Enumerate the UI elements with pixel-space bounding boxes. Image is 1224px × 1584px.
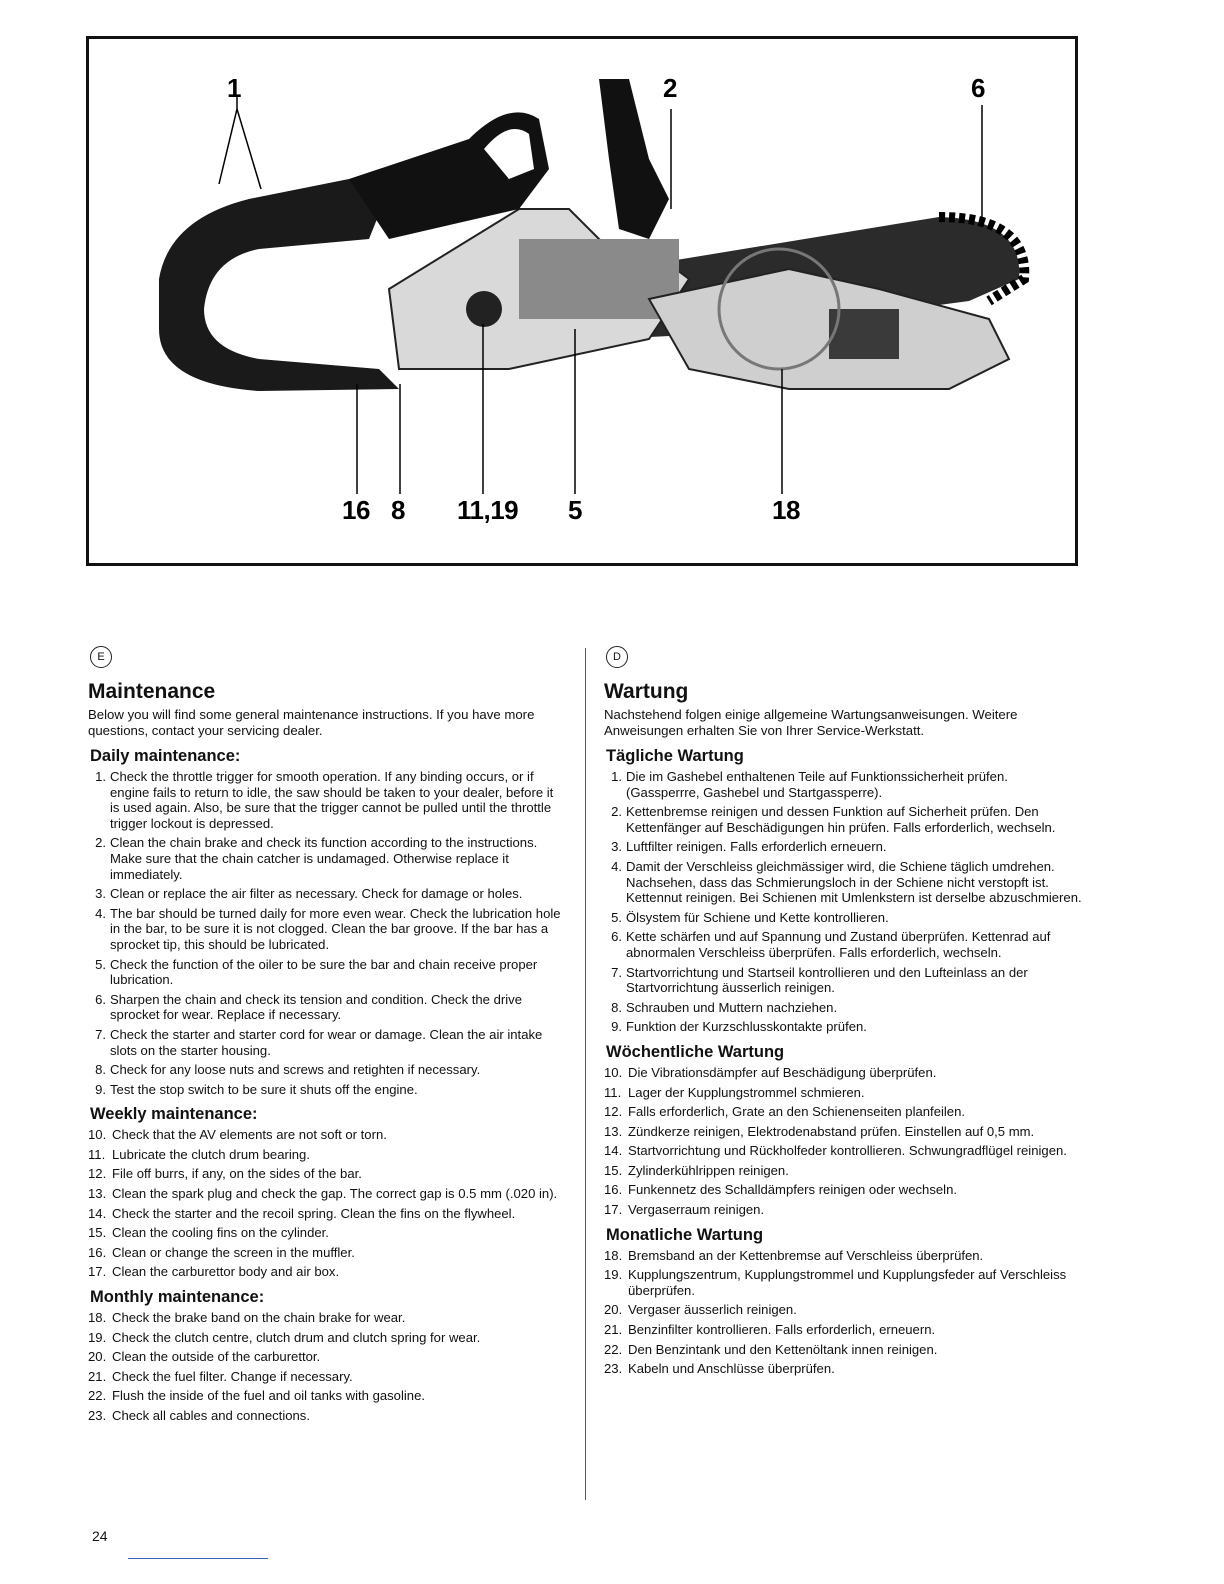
list-item: 12. Falls erforderlich, Grate an den Schienenseiten planfeilen. bbox=[604, 1104, 965, 1120]
list-item: 8. Schrauben und Muttern nachziehen. bbox=[611, 999, 838, 1015]
footer-rule bbox=[128, 1558, 268, 1559]
list-item: 5. Check the function of the oiler to be sure the bar and chain receive proper lubrication. bbox=[95, 956, 538, 988]
wartung-title: Wartung bbox=[604, 680, 689, 703]
taegliche-list bbox=[604, 769, 1084, 1035]
list-item: 15. Zylinderkühlrippen reinigen. bbox=[604, 1162, 789, 1178]
list-item: 22. Den Benzintank und den Kettenöltank innen reinigen. bbox=[604, 1341, 938, 1357]
monatliche-list bbox=[604, 1248, 1084, 1377]
maintenance-title: Maintenance bbox=[88, 680, 216, 703]
list-item: 7. Startvorrichtung und Startseil kontrollieren und den Lufteinlass an der Startvorrichtung äusserlich reinigen. bbox=[611, 964, 1028, 996]
list-item: 21. Benzinfilter kontrollieren. Falls erforderlich, erneuern. bbox=[604, 1322, 936, 1338]
list-item: 10. Die Vibrationsdämpfer auf Beschädigung überprüfen. bbox=[604, 1064, 937, 1080]
chainsaw-illustration bbox=[89, 39, 1075, 563]
callout-16: 16 bbox=[342, 495, 370, 525]
list-item: 3. Luftfilter reinigen. Falls erforderlich erneuern. bbox=[611, 839, 887, 855]
list-item: 8. Check for any loose nuts and screws and retighten if necessary. bbox=[95, 1062, 481, 1078]
list-item: 13. Clean the spark plug and check the gap. The correct gap is 0.5 mm (.020 in). bbox=[88, 1186, 558, 1202]
list-item: 20. Vergaser äusserlich reinigen. bbox=[604, 1302, 797, 1318]
monatliche-heading: Monatliche Wartung bbox=[606, 1225, 764, 1244]
taegliche-heading: Tägliche Wartung bbox=[606, 747, 744, 765]
column-divider bbox=[585, 648, 586, 1500]
list-item: 23. Kabeln und Anschlüsse überprüfen. bbox=[604, 1361, 835, 1377]
wartung-intro: Nachstehend folgen einige allgemeine Wartungsanweisungen. Weitere Anweisungen erhalten Sie von Ihrer Service-Werkstatt. bbox=[604, 707, 1018, 738]
maintenance-intro: Below you will find some general maintenance instructions. If you have more questions, contact your servicing dealer. bbox=[88, 707, 535, 738]
weekly-list bbox=[88, 1127, 564, 1280]
list-item: 15. Clean the cooling fins on the cylinder. bbox=[88, 1225, 329, 1241]
list-item: 11. Lager der Kupplungstrommel schmieren. bbox=[604, 1084, 865, 1100]
list-item: 5. Ölsystem für Schiene und Kette kontrollieren. bbox=[611, 909, 889, 925]
callout-5: 5 bbox=[568, 495, 582, 525]
page-number: 24 bbox=[92, 1528, 108, 1544]
list-item: 4. The bar should be turned daily for more even wear. Check the lubrication hole in the bar, to be sure it is not clogged. Clean the bar groove. If the bar has a sprocket tip, this should be lubricated. bbox=[95, 905, 561, 952]
list-item: 14. Check the starter and the recoil spring. Clean the fins on the flywheel. bbox=[88, 1205, 516, 1221]
woechentliche-heading: Wöchentliche Wartung bbox=[606, 1042, 785, 1061]
list-item: 1. Check the throttle trigger for smooth operation. If any binding occurs, or if engine fails to return to idle, the saw should be taken to your dealer, before it is used again. Also, be sure that the trigger cannot be pulled until the throttle trigger lockout is depressed. bbox=[95, 769, 554, 831]
list-item: 12. File off burrs, if any, on the sides of the bar. bbox=[88, 1166, 362, 1182]
callout-2: 2 bbox=[663, 73, 677, 103]
german-column bbox=[604, 646, 1084, 1381]
list-item: 14. Startvorrichtung und Rückholfeder kontrollieren. Schwungradflügel reinigen. bbox=[604, 1143, 1067, 1159]
list-item: 10. Check that the AV elements are not soft or torn. bbox=[88, 1127, 387, 1143]
callout-1: 1 bbox=[227, 73, 241, 103]
list-item: 17. Vergaserraum reinigen. bbox=[604, 1202, 765, 1218]
list-item: 18. Check the brake band on the chain brake for wear. bbox=[88, 1310, 406, 1326]
language-badge-e: E bbox=[90, 646, 112, 668]
daily-heading: Daily maintenance: bbox=[90, 747, 241, 765]
callout-11-19: 11,19 bbox=[457, 495, 519, 525]
callout-18: 18 bbox=[772, 495, 800, 525]
list-item: 16. Clean or change the screen in the muffler. bbox=[88, 1244, 355, 1260]
list-item: 22. Flush the inside of the fuel and oil tanks with gasoline. bbox=[88, 1388, 425, 1404]
list-item: 19. Check the clutch centre, clutch drum and clutch spring for wear. bbox=[88, 1329, 481, 1345]
weekly-heading: Weekly maintenance: bbox=[90, 1105, 258, 1124]
list-item: 21. Check the fuel filter. Change if necessary. bbox=[88, 1368, 353, 1384]
list-item: 11. Lubricate the clutch drum bearing. bbox=[88, 1146, 310, 1162]
monthly-list bbox=[88, 1310, 564, 1424]
woechentliche-list bbox=[604, 1065, 1084, 1218]
list-item: 2. Kettenbremse reinigen und dessen Funktion auf Sicherheit prüfen. Den Kettenfänger auf Beschädigungen hin prüfen. Falls erforderlich, wechseln. bbox=[611, 804, 1056, 835]
callout-6: 6 bbox=[971, 73, 985, 103]
list-item: 20. Clean the outside of the carburettor. bbox=[88, 1349, 321, 1365]
list-item: 17. Clean the carburettor body and air box. bbox=[88, 1264, 340, 1280]
list-item: 16. Funkennetz des Schalldämpfers reinigen oder wechseln. bbox=[604, 1182, 957, 1198]
list-item: 18. Bremsband an der Kettenbremse auf Verschleiss überprüfen. bbox=[604, 1247, 984, 1263]
english-column bbox=[88, 646, 564, 1428]
daily-list bbox=[88, 769, 564, 1097]
list-item: 9. Funktion der Kurzschlusskontakte prüfen. bbox=[611, 1019, 867, 1035]
list-item: 6. Kette schärfen und auf Spannung und Zustand überprüfen. Kettenrad auf abnormalen Verschleiss überprüfen. Falls erforderlich, wechseln. bbox=[611, 929, 1051, 960]
monthly-heading: Monthly maintenance: bbox=[90, 1288, 265, 1307]
list-item: 4. Damit der Verschleiss gleichmässiger wird, die Schiene täglich umdrehen. Nachsehen, dass das Schmierungsloch in der Schiene nicht verstopft ist. Kettennut reinigen. Bei Schienen mit Umlenkstern ist derselbe abzuschmieren. bbox=[611, 858, 1082, 906]
list-item: 19. Kupplungszentrum, Kupplungstrommel und Kupplungsfeder auf Verschleiss überprüfen. bbox=[604, 1267, 1067, 1298]
list-item: 3. Clean or replace the air filter as necessary. Check for damage or holes. bbox=[95, 886, 523, 902]
list-item: 1. Die im Gashebel enthaltenen Teile auf Funktionssicherheit prüfen. (Gassperrre, Gashebel und Startgassperre). bbox=[611, 769, 1008, 800]
callout-8: 8 bbox=[391, 495, 405, 525]
list-item: 13. Zündkerze reinigen, Elektrodenabstand prüfen. Einstellen auf 0,5 mm. bbox=[604, 1123, 1035, 1139]
list-item: 7. Check the starter and starter cord for wear or damage. Clean the air intake slots on the starter housing. bbox=[95, 1026, 543, 1058]
list-item: 9. Test the stop switch to be sure it shuts off the engine. bbox=[95, 1081, 418, 1097]
list-item: 23. Check all cables and connections. bbox=[88, 1408, 310, 1423]
list-item: 6. Sharpen the chain and check its tension and condition. Check the drive sprocket for wear. Replace if necessary. bbox=[95, 991, 522, 1023]
language-badge-d: D bbox=[606, 646, 628, 668]
list-item: 2. Clean the chain brake and check its function according to the instructions. Make sure that the chain catcher is undamaged. Otherwise replace it immediately. bbox=[95, 835, 538, 882]
chainsaw-figure bbox=[86, 36, 1078, 566]
